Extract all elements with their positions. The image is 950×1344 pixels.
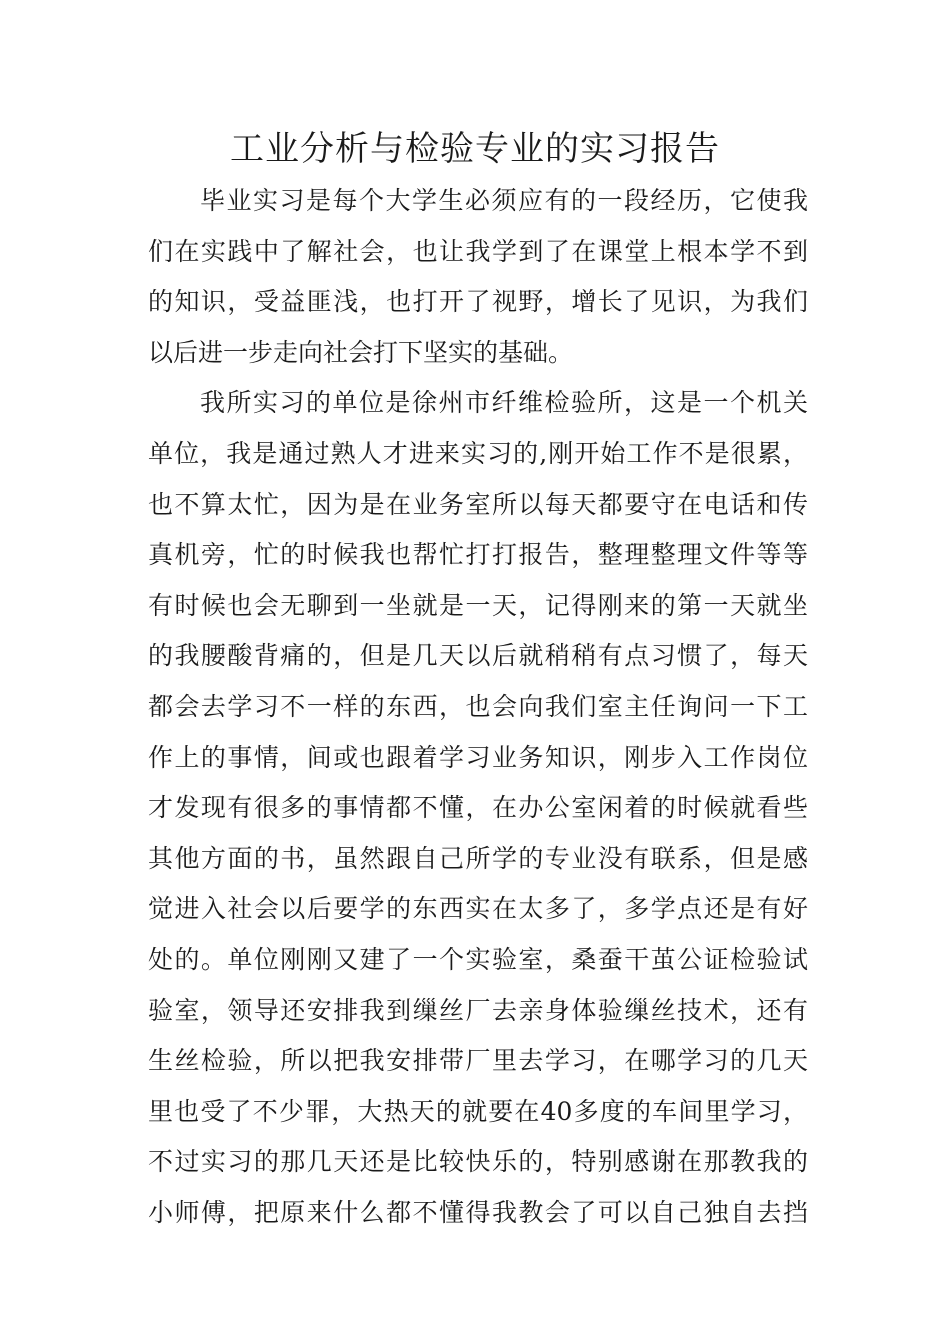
text-line: 里也受了不少罪，大热天的就要在40多度的车间里学习， [148, 1096, 808, 1126]
text-line: 的我腰酸背痛的，但是几天以后就稍稍有点习惯了，每天 [148, 641, 808, 671]
text-line: 作上的事情，间或也跟着学习业务知识，刚步入工作岗位 [148, 742, 808, 772]
document-title: 工业分析与检验专业的实习报告 [230, 129, 720, 169]
text-line: 小师傅，把原来什么都不懂得我教会了可以自己独自去挡 [148, 1197, 808, 1227]
paragraph-2 [148, 378, 808, 1238]
text-line: 我所实习的单位是徐州市纤维检验所，这是一个机关 [200, 388, 808, 418]
text-line: 觉进入社会以后要学的东西实在太多了，多学点还是有好 [148, 894, 808, 924]
text-line: 们在实践中了解社会，也让我学到了在课堂上根本学不到 [148, 236, 808, 266]
text-line: 生丝检验，所以把我安排带厂里去学习，在哪学习的几天 [148, 1046, 808, 1076]
text-line: 以后进一步走向社会打下坚实的基础。 [148, 337, 574, 367]
document-body [148, 176, 808, 1238]
text-line: 验室，领导还安排我到缫丝厂去亲身体验缫丝技术，还有 [148, 995, 808, 1025]
text-line: 不过实习的那几天还是比较快乐的，特别感谢在那教我的 [148, 1147, 808, 1177]
text-line: 处的。单位刚刚又建了一个实验室，桑蚕干茧公证检验试 [148, 944, 808, 974]
text-line: 也不算太忙，因为是在业务室所以每天都要守在电话和传 [148, 489, 808, 519]
text-line: 才发现有很多的事情都不懂，在办公室闲着的时候就看些 [148, 793, 808, 823]
text-line: 有时候也会无聊到一坐就是一天，记得刚来的第一天就坐 [148, 590, 808, 620]
text-line: 的知识，受益匪浅，也打开了视野，增长了见识，为我们 [148, 287, 808, 317]
paragraph-1 [148, 176, 808, 378]
text-line: 真机旁，忙的时候我也帮忙打打报告，整理整理文件等等 [148, 540, 808, 570]
text-line: 毕业实习是每个大学生必须应有的一段经历，它使我 [200, 186, 808, 215]
text-line: 单位，我是通过熟人才进来实习的,刚开始工作不是很累， [148, 438, 808, 468]
text-line: 其他方面的书，虽然跟自己所学的专业没有联系，但是感 [148, 843, 808, 873]
text-line: 都会去学习不一样的东西，也会向我们室主任询问一下工 [148, 691, 808, 721]
